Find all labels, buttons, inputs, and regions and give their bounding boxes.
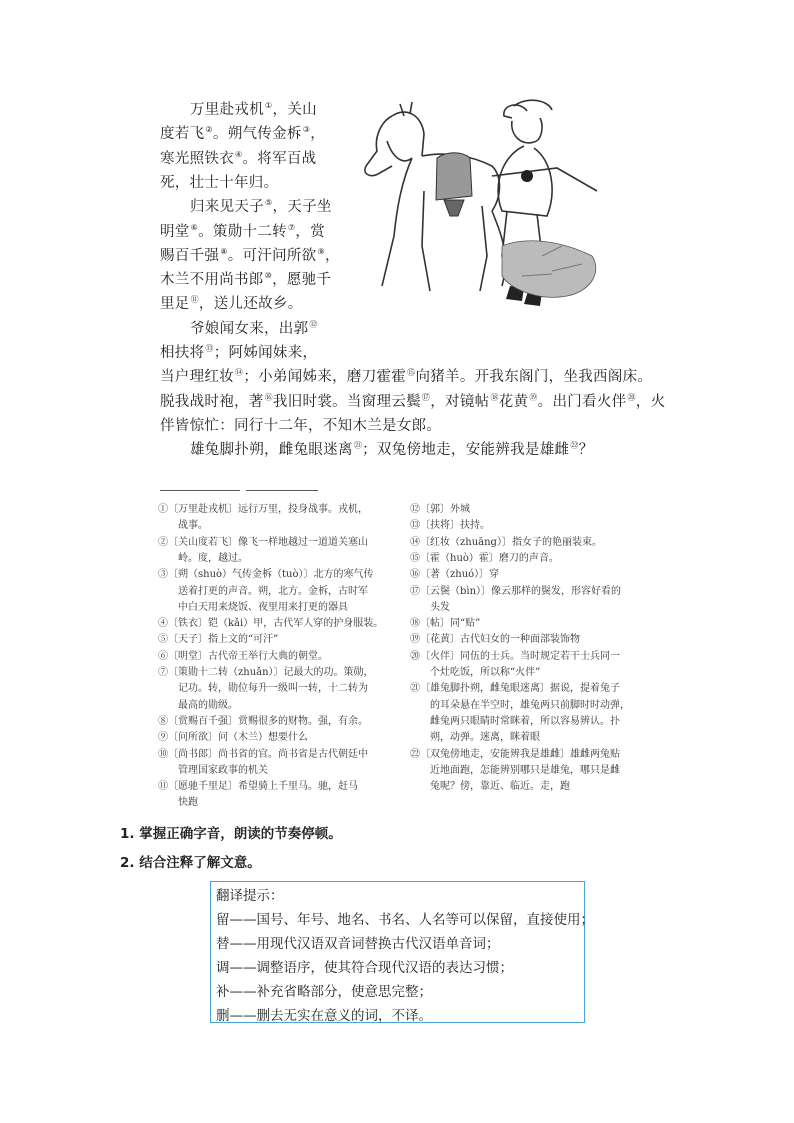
footnote-line: ㉒〔双兔傍地走，安能辨我是雄雌〕雄雌两兔贴: [410, 748, 620, 760]
footnote-marker: ④: [235, 149, 243, 159]
footnote-line: 记功。转，勋位每升一级叫一转，十二转为: [158, 683, 368, 695]
poem-line: [190, 317, 318, 341]
mulan-illustration: [352, 96, 614, 310]
footnote-line: 中白天用来烧饭、夜里用来打更的器具: [158, 601, 348, 613]
poem-line: [160, 220, 325, 244]
footnote-line: 朔，动弹。迷离，眯着眼: [410, 732, 540, 744]
poem-text: 度若飞: [160, 126, 205, 143]
poem-text: ，天子坐: [272, 199, 332, 216]
footnote-marker: ⑳: [627, 392, 636, 402]
poem-text: 向猪羊。开我东阁门，坐我西阁床。: [415, 369, 653, 386]
footnote-line: ⑱〔帖〕同“贴”: [410, 618, 481, 630]
poem-text: 木兰不用尚书郎: [160, 272, 264, 289]
footnote-line: ⑭〔红妆（zhuāng）〕指女子的艳丽装束。: [410, 536, 602, 548]
footnote-line: ㉑〔雄兔脚扑朔，雌兔眼迷离〕据说，提着兔子: [410, 683, 620, 695]
tip-keep: 留——国号、年号、地名、书名、人名等可以保留，直接使用；: [216, 912, 594, 928]
footnote-line: 快跑: [158, 797, 198, 809]
footnote-rule: [160, 490, 240, 491]
footnote-marker: ③: [302, 125, 311, 135]
task-2: 2. 结合注释了解文意。: [120, 855, 261, 871]
footnote-marker: ⑬: [205, 344, 214, 353]
poem-line: [160, 414, 441, 438]
footnote-line: 近地面跑，怎能辨别哪只是雄兔，哪只是雌: [410, 764, 620, 776]
footnote-marker: ㉑: [353, 441, 363, 451]
footnote-line: 岭。度，越过。: [158, 552, 248, 564]
footnote-line: 的耳朵悬在半空时，雄兔两只前脚时时动弹，: [410, 699, 630, 711]
poem-text: 赐百千强: [160, 247, 220, 264]
poem-text: 。可汗问所欲: [227, 247, 317, 264]
poem-text: 当户理红妆: [160, 369, 234, 386]
task-1: 1. 掌握正确字音，朗读的节奏停顿。: [120, 826, 342, 842]
poem-text: 明堂: [160, 223, 190, 240]
footnote-line: ⑩〔尚书郎〕尚书省的官。尚书省是古代朝廷中: [158, 748, 368, 760]
footnote-marker: ㉒: [570, 441, 579, 451]
poem-text: 相扶将: [160, 345, 205, 361]
footnote-line: ⑥〔明堂〕古代帝王举行大典的朝堂。: [158, 650, 328, 662]
footnote-line: 雌兔两只眼睛时常眯着，所以容易辨认。扑: [410, 715, 620, 727]
poem-text: ，: [324, 247, 340, 264]
footnote-line: ⑰〔云鬓（bìn）〕像云那样的鬓发，形容好看的: [410, 585, 622, 597]
poem-line: [160, 268, 331, 292]
footnote-line: ④〔铁衣〕铠（kǎi）甲，古代军人穿的护身服装。: [158, 618, 384, 630]
poem-line: [160, 147, 316, 171]
tip-replace: 替——用现代汉语双音词替换古代汉语单音词；: [216, 936, 500, 952]
footnote-marker: ⑫: [309, 319, 318, 329]
poem-text: 雄兔脚扑朔，雌兔眼迷离: [190, 442, 353, 459]
poem-text: 。策勋十二转: [198, 223, 287, 240]
poem-text: 脱我战时袍，著: [160, 393, 264, 410]
poem-text: 死，壮士十年归。: [160, 174, 279, 191]
footnote-line: ⑤〔天子〕指上文的“可汗”: [158, 634, 279, 646]
poem-text: 花黄: [498, 393, 529, 410]
footnote-line: ⑮〔霍（huò）霍〕磨刀的声音。: [410, 552, 559, 564]
footnote-marker: ⑥: [190, 222, 199, 232]
poem-text: ，: [310, 126, 325, 143]
footnote-marker: ⑧: [220, 246, 228, 256]
footnote-marker: ⑲: [529, 392, 538, 402]
poem-text: 归来见天子: [190, 199, 264, 216]
poem-text: 寒光照铁衣: [160, 150, 234, 167]
poem-line: [160, 292, 303, 316]
footnote-marker: ⑩: [264, 271, 273, 281]
poem-text: ；阿姊闻妹来，: [213, 345, 318, 361]
poem-text: ，对镜帖: [430, 393, 490, 410]
poem-text: 。朔气传金柝: [212, 126, 302, 143]
footnote-marker: ①: [265, 101, 273, 110]
poem-text: ，赏: [295, 223, 325, 240]
poem-text: 爷娘闻女来，出郭: [190, 320, 309, 337]
poem-text: ，关山: [272, 102, 317, 118]
footnote-line: 战事。: [158, 520, 208, 532]
footnote-line: ⑫〔郭〕外城: [410, 504, 470, 515]
footnote-line: 最高的勋级。: [158, 699, 238, 711]
footnote-marker: ⑰: [421, 392, 431, 402]
footnote-marker: ⑮: [407, 368, 416, 378]
footnote-marker: ⑤: [265, 198, 273, 208]
footnote-line: ①〔万里赴戎机〕远行万里，投身战事。戎机，: [158, 504, 368, 515]
poem-line: [160, 341, 317, 365]
footnote-line: ⑲〔花黄〕古代妇女的一种面部装饰物: [410, 634, 580, 646]
poem-text: 我旧时裳。当窗理云鬓: [272, 393, 421, 410]
footnote-line: ⑬〔扶将〕扶持。: [410, 520, 490, 532]
tip-reorder: 调——调整语序，使其符合现代汉语的表达习惯；: [216, 960, 513, 976]
footnote-marker: ⑭: [235, 368, 244, 378]
footnote-line: ⑳〔火伴〕同伍的士兵。当时规定若干士兵同一: [410, 650, 620, 662]
poem-text: ；小弟闻姊来，磨刀霍霍: [243, 369, 407, 386]
footnote-rule: [246, 490, 318, 491]
poem-text: ；双兔傍地走，安能辨我是雄雌: [362, 442, 570, 459]
poem-line: [190, 195, 332, 219]
footnote-line: 个灶吃饭，所以称“火伴”: [410, 667, 541, 678]
footnote-marker: ②: [205, 125, 213, 135]
footnote-marker: ⑱: [490, 392, 499, 402]
footnote-line: 管理国家政事的机关: [158, 764, 268, 776]
footnote-marker: ⑯: [264, 392, 273, 402]
poem-text: 伴皆惊忙：同行十二年，不知木兰是女郎。: [160, 417, 442, 434]
poem-text: 万里赴戎机: [190, 102, 264, 118]
poem-line: [190, 438, 593, 462]
footnote-line: ②〔关山度若飞〕像飞一样地越过一道道关塞山: [158, 536, 368, 548]
footnote-marker: ⑨: [317, 246, 325, 256]
poem-text: 里足: [160, 296, 190, 313]
poem-text: 。将军百战: [242, 150, 317, 167]
poem-text: ，送儿还故乡。: [198, 296, 303, 313]
poem-line: [160, 390, 665, 414]
footnote-line: ⑨〔问所欲〕问（木兰）想要什么: [158, 732, 308, 744]
poem-line: [190, 98, 317, 122]
poem-line: [160, 244, 340, 268]
footnote-marker: ⑦: [287, 222, 296, 232]
poem-line: [160, 122, 325, 146]
tips-heading: 翻译提示：: [216, 888, 284, 904]
footnote-line: ⑦〔策勋十二转（zhuǎn）〕记最大的功。策勋，: [158, 667, 374, 678]
poem-text: ？: [578, 442, 594, 459]
footnote-line: ⑯〔著（zhuó）〕穿: [410, 569, 500, 581]
footnote-line: 头发: [410, 601, 450, 613]
poem-text: ，愿驰千: [272, 272, 332, 289]
footnote-line: ③〔朔（shuò）气传金柝（tuò）〕北方的寒气传: [158, 569, 374, 581]
poem-text: ，火: [635, 393, 666, 410]
tip-delete: 删——删去无实在意义的词，不译。: [216, 1008, 432, 1024]
footnote-line: ⑪〔愿驰千里足〕希望骑上千里马。驰，赶马: [158, 781, 358, 793]
tip-supplement: 补——补充省略部分，使意思完整；: [216, 984, 432, 1000]
poem-line: [160, 171, 278, 195]
footnote-line: ⑧〔赏赐百千强〕赏赐很多的财物。强，有余。: [158, 715, 368, 727]
footnote-marker: ⑪: [190, 295, 199, 305]
poem-text: 。出门看火伴: [537, 393, 627, 410]
poem-line: [160, 365, 652, 389]
footnote-line: 送着打更的声音。朔，北方。金柝，古时军: [158, 585, 368, 597]
footnote-line: 兔呢？傍，靠近、临近。走，跑: [410, 781, 570, 793]
